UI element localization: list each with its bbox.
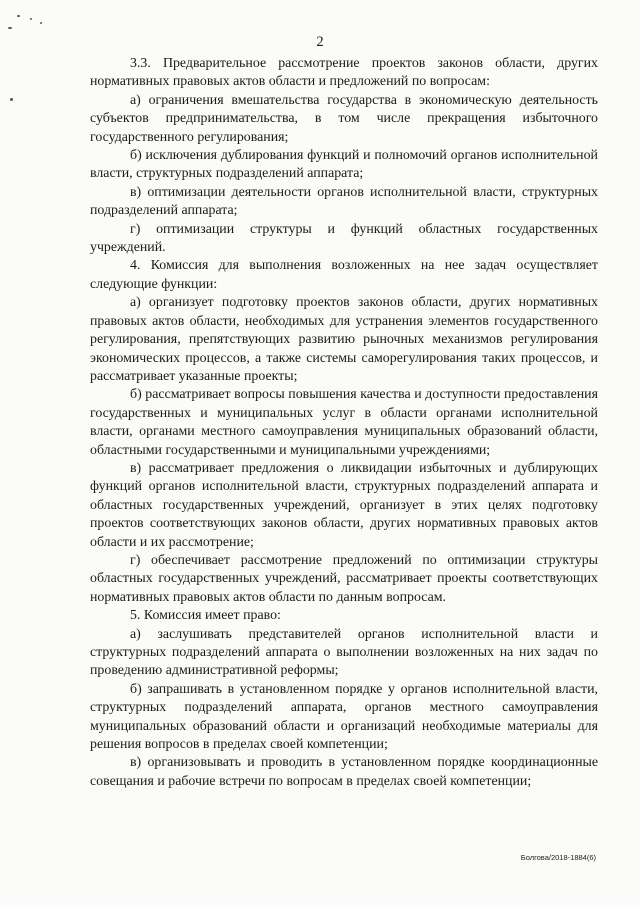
scan-speck bbox=[10, 98, 13, 101]
paragraph-3-3-b: б) исключения дублирования функций и полномочий органов исполнительной власти, структурных подразделений аппарата; bbox=[90, 148, 598, 182]
scan-speck bbox=[40, 22, 42, 24]
paragraph-5: 5. Комиссия имеет право: bbox=[130, 608, 281, 624]
paragraph-3-3-g: г) оптимизации структуры и функций областных государственных учреждений. bbox=[90, 221, 598, 256]
paragraph-3-3: 3.3. Предварительное рассмотрение проектов законов области, других нормативных правовых актов области и предложений по вопросам: bbox=[90, 56, 598, 90]
document-body bbox=[90, 55, 598, 791]
scan-speck bbox=[30, 18, 32, 20]
paragraph-5-v: в) организовывать и проводить в установленном порядке координационные совещания и рабочие встречи по вопросам в пределах своей компетенции; bbox=[90, 755, 598, 789]
paragraph-5-b: б) запрашивать в установленном порядке у органов исполнительной власти, структурных подразделений аппарата, органов местного самоуправления муниципальных образований области и организаций необходимые материалы для решения вопросов в пределах своей компетенции; bbox=[90, 681, 598, 753]
paragraph-4-v: в) рассматривает предложения о ликвидации избыточных и дублирующих функций органов исполнительной власти, структурных подразделений аппарата и областных государственных учреждений, организует в этих целях подготовку проектов соответствующих законов области, других нормативных правовых актов области и их рассмотрение; bbox=[90, 460, 598, 550]
paragraph-4-b: б) рассматривает вопросы повышения качества и доступности предоставления государственных и муниципальных услуг в области органами исполнительной власти, органами местного самоуправления муниципальных образований области, областными государственными и муниципальными учреждениями; bbox=[90, 387, 598, 458]
paragraph-3-3-v: в) оптимизации деятельности органов исполнительной власти, структурных подразделений аппарата; bbox=[90, 184, 598, 219]
scan-speck bbox=[8, 27, 12, 29]
paragraph-4-a: а) организует подготовку проектов законов области, других нормативных правовых актов области, необходимых для устранения элементов государственного регулирования, препятствующих развитию рыночных механизмов регулирования экономических процессов, а также системы саморегулирования таких процессов, и рассматривает указанные проекты; bbox=[90, 295, 598, 384]
document-code: Болгова/2018-1884(6) bbox=[520, 853, 596, 862]
scan-speck bbox=[17, 15, 20, 17]
paragraph-5-a: а) заслушивать представителей органов исполнительной власти и структурных подразделений аппарата о выполнении возложенных на них задач по проведению административной реформы; bbox=[90, 626, 598, 679]
page-number: 2 bbox=[316, 34, 324, 50]
paragraph-4: 4. Комиссия для выполнения возложенных на нее задач осуществляет следующие функции: bbox=[90, 258, 598, 292]
paragraph-3-3-a: а) ограничения вмешательства государства в экономическую деятельность субъектов предпринимательства, в том числе прекращения избыточного государственного регулирования; bbox=[90, 92, 598, 145]
paragraph-4-g: г) обеспечивает рассмотрение предложений по оптимизации структуры областных государственных учреждений, рассматривает проекты соответствующих нормативных правовых актов области по данным вопросам. bbox=[90, 552, 598, 605]
